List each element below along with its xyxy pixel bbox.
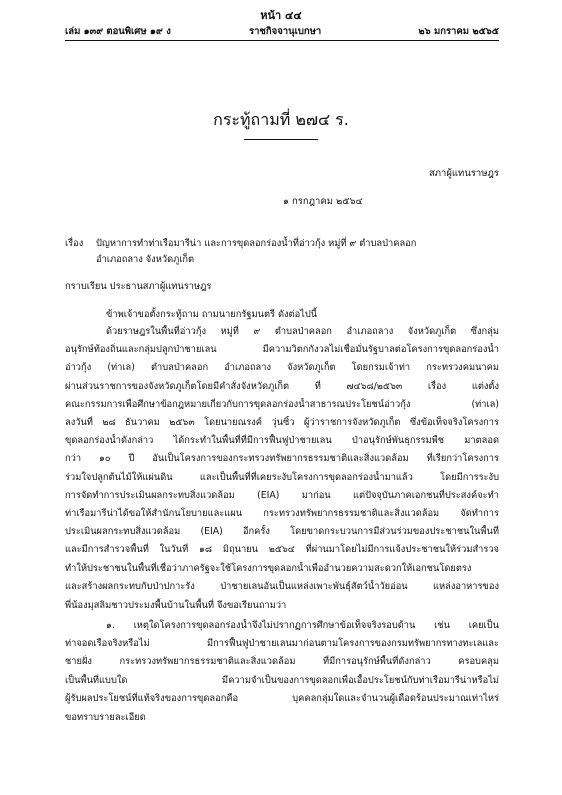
subject-line: อำเภอถลาง จังหวัดภูเก็ต	[96, 254, 195, 265]
paragraph-line: ด้วยราษฎรในพื้นที่อ่าวกุ้ง หมู่ที่ ๙ ตำบลป่าคลอก อำเภอถลาง จังหวัดภูเก็ต ซึ่งกลุ่ม	[106, 326, 499, 337]
paragraph-line: ประเมินผลกระทบสิ่งแวดล้อม (EIA) อีกครั้ง โดยขาดกระบวนการมีส่วนร่วมของประชาชนในพื้นที่	[65, 526, 499, 538]
paragraph-line: กว่า ๑๐ ปี อันเป็นโครงการของกระทรวงทรัพยากรธรรมชาติและสิ่งแวดล้อม ที่เรียกว่าโครงการ	[65, 453, 499, 465]
paragraph-line: ท่าจอดเรือจริงหรือไม่ มีการฟื้นฟูป่าชายเลนมาก่อนตามโครงการของกรมทรัพยากรทางทะเลและ	[65, 638, 499, 650]
header-divider	[65, 40, 499, 41]
paragraph-line: อนุรักษ์ท้องถิ่นและกลุ่มปลูกป่าชายเลน มีความวิตกกังวลไม่เชื่อมั่นรัฐบาลต่อโครงการขุดลอกร่องน้ำ	[65, 344, 499, 356]
gazette-publication: ราชกิจจานุเบกษา	[249, 26, 322, 37]
paragraph-line: ร่วมใจปลูกต้นไม้ให้แผ่นดิน และเป็นพื้นที่ที่เคยระงับโครงการขุดลอกร่องน้ำมาแล้ว โดยมีการระงับ	[65, 471, 499, 483]
paragraph-line: และสร้างผลกระทบกับป่าปกาะรัง ป่าชายเลนอันเป็นแหล่งเพาะพันธุ์สัตว์น้ำวัยอ่อน แหล่งอาหารของ	[65, 580, 499, 592]
document-date: ๑ กรกฎาคม ๒๕๖๔	[283, 196, 363, 207]
paragraph-line: และมีการสำรวจพื้นที่ ในวันที่ ๑๘ มิถุนายน ๒๕๖๔ ที่ผ่านมาโดยไม่มีการแจ้งประชาชนให้ร่วมสำรวจ	[65, 544, 499, 556]
subject-line: ปัญหาการทำท่าเรือมารีน่า และการขุดลอกร่องน้ำที่อ่าวกุ้ง หมู่ที่ ๙ ตำบลป่าคลอก	[96, 238, 417, 249]
gazette-volume: เล่ม ๑๓๙ ตอนพิเศษ ๑๙ ง	[65, 26, 171, 37]
paragraph-line: ทำให้ประชาชนในพื้นที่เชื่อว่าภาครัฐจะใช้โครงการขุดลอกน้ำเพื่ออำนวยความสะดวกให้เอกชนโดยตรง	[65, 562, 472, 574]
paragraph-line: ผ่านส่วนราชการของจังหวัดภูเก็ตโดยมีคำสั่งจังหวัดภูเก็ต ที่ ๗๔๖๘/๒๕๖๓ เรื่อง แต่งตั้ง	[65, 380, 499, 392]
addressee: สภาผู้แทนราษฎร	[428, 168, 499, 179]
page-number: หน้า ๔๔	[260, 9, 302, 22]
paragraph-line: ๑. เหตุใดโครงการขุดลอกร่องน้ำจึงไม่ปรากฏการศึกษาข้อเท็จจริงรอบด้าน เช่น เคยเป็น	[106, 620, 499, 631]
paragraph-line: ขุดลอกร่องน้ำดังกล่าว ได้กระทำในพื้นที่ที่มีการฟื้นฟูป่าชายเลน ป่าอนุรักษ์พันธุกรรมพืช มาตลอด	[65, 435, 499, 447]
paragraph-line: เป็นพื้นที่แบบใด มีความจำเป็นของการขุดลอกเพื่อเอื้อประโยชน์กับท่าเรือมารีน่าหรือไม่	[65, 674, 499, 686]
paragraph-line: ขอทราบรายละเอียด	[65, 712, 146, 723]
paragraph-line: คณะกรรมการเพื่อศึกษาข้อกฎหมายเกี่ยวกับการขุดลอกร่องน้ำสาธารณประโยชน์อ่าวกุ้ง (ท่าเล)	[65, 398, 499, 410]
title-underline	[244, 139, 318, 140]
paragraph-line: ผู้รับผลประโยชน์ที่แท้จริงของการขุดลอกคือ บุคคลกลุ่มใดและจำนวนผู้เดือดร้อนประมาณเท่าไหร่	[65, 692, 499, 704]
paragraph-line: อ่าวกุ้ง (ท่าเล) ตำบลป่าคลอก อำเภอถลาง จังหวัดภูเก็ต โดยกรมเจ้าท่า กระทรวงคมนาคม	[65, 362, 499, 374]
paragraph-line: การจัดทำการประเมินผลกระทบสิ่งแวดล้อม (EIA) มาก่อน แต่ปัจจุบันภาคเอกชนที่ประสงค์จะทำ	[65, 489, 499, 501]
document-title: กระทู้ถามที่ ๒๗๔ ร.	[213, 110, 349, 129]
salutation: กราบเรียน ประธานสภาผู้แทนราษฎร	[65, 281, 212, 292]
intro-line: ข้าพเจ้าขอตั้งกระทู้ถาม ถามนายกรัฐมนตรี ดังต่อไปนี้	[106, 309, 318, 320]
paragraph-line: ลงวันที่ ๒๘ ธันวาคม ๒๕๖๓ โดยนายณรงค์ วุ่นซิ้ว ผู้ว่าราชการจังหวัดภูเก็ต ซึ่งข้อเท็จจริงโครงการ	[65, 417, 499, 428]
gazette-date: ๒๖ มกราคม ๒๕๖๕	[418, 26, 499, 37]
paragraph-line: ท่าเรือมารีน่าได้ขอให้สำนักนโยบายและแผน กระทรวงทรัพยากรธรรมชาติและสิ่งแวดล้อม จัดทำการ	[65, 508, 499, 519]
subject-label: เรื่อง	[65, 238, 84, 249]
paragraph-line: ชายฝั่ง กระทรวงทรัพยากรธรรมชาติและสิ่งแวดล้อม ที่มีการอนุรักษ์พื้นที่ดังกล่าว ครอบคลุม	[65, 656, 499, 668]
paragraph-line: พี่น้องมุสลิมชาวประมงพื้นบ้านในพื้นที่ จึงขอเรียนถามว่า	[65, 600, 287, 611]
